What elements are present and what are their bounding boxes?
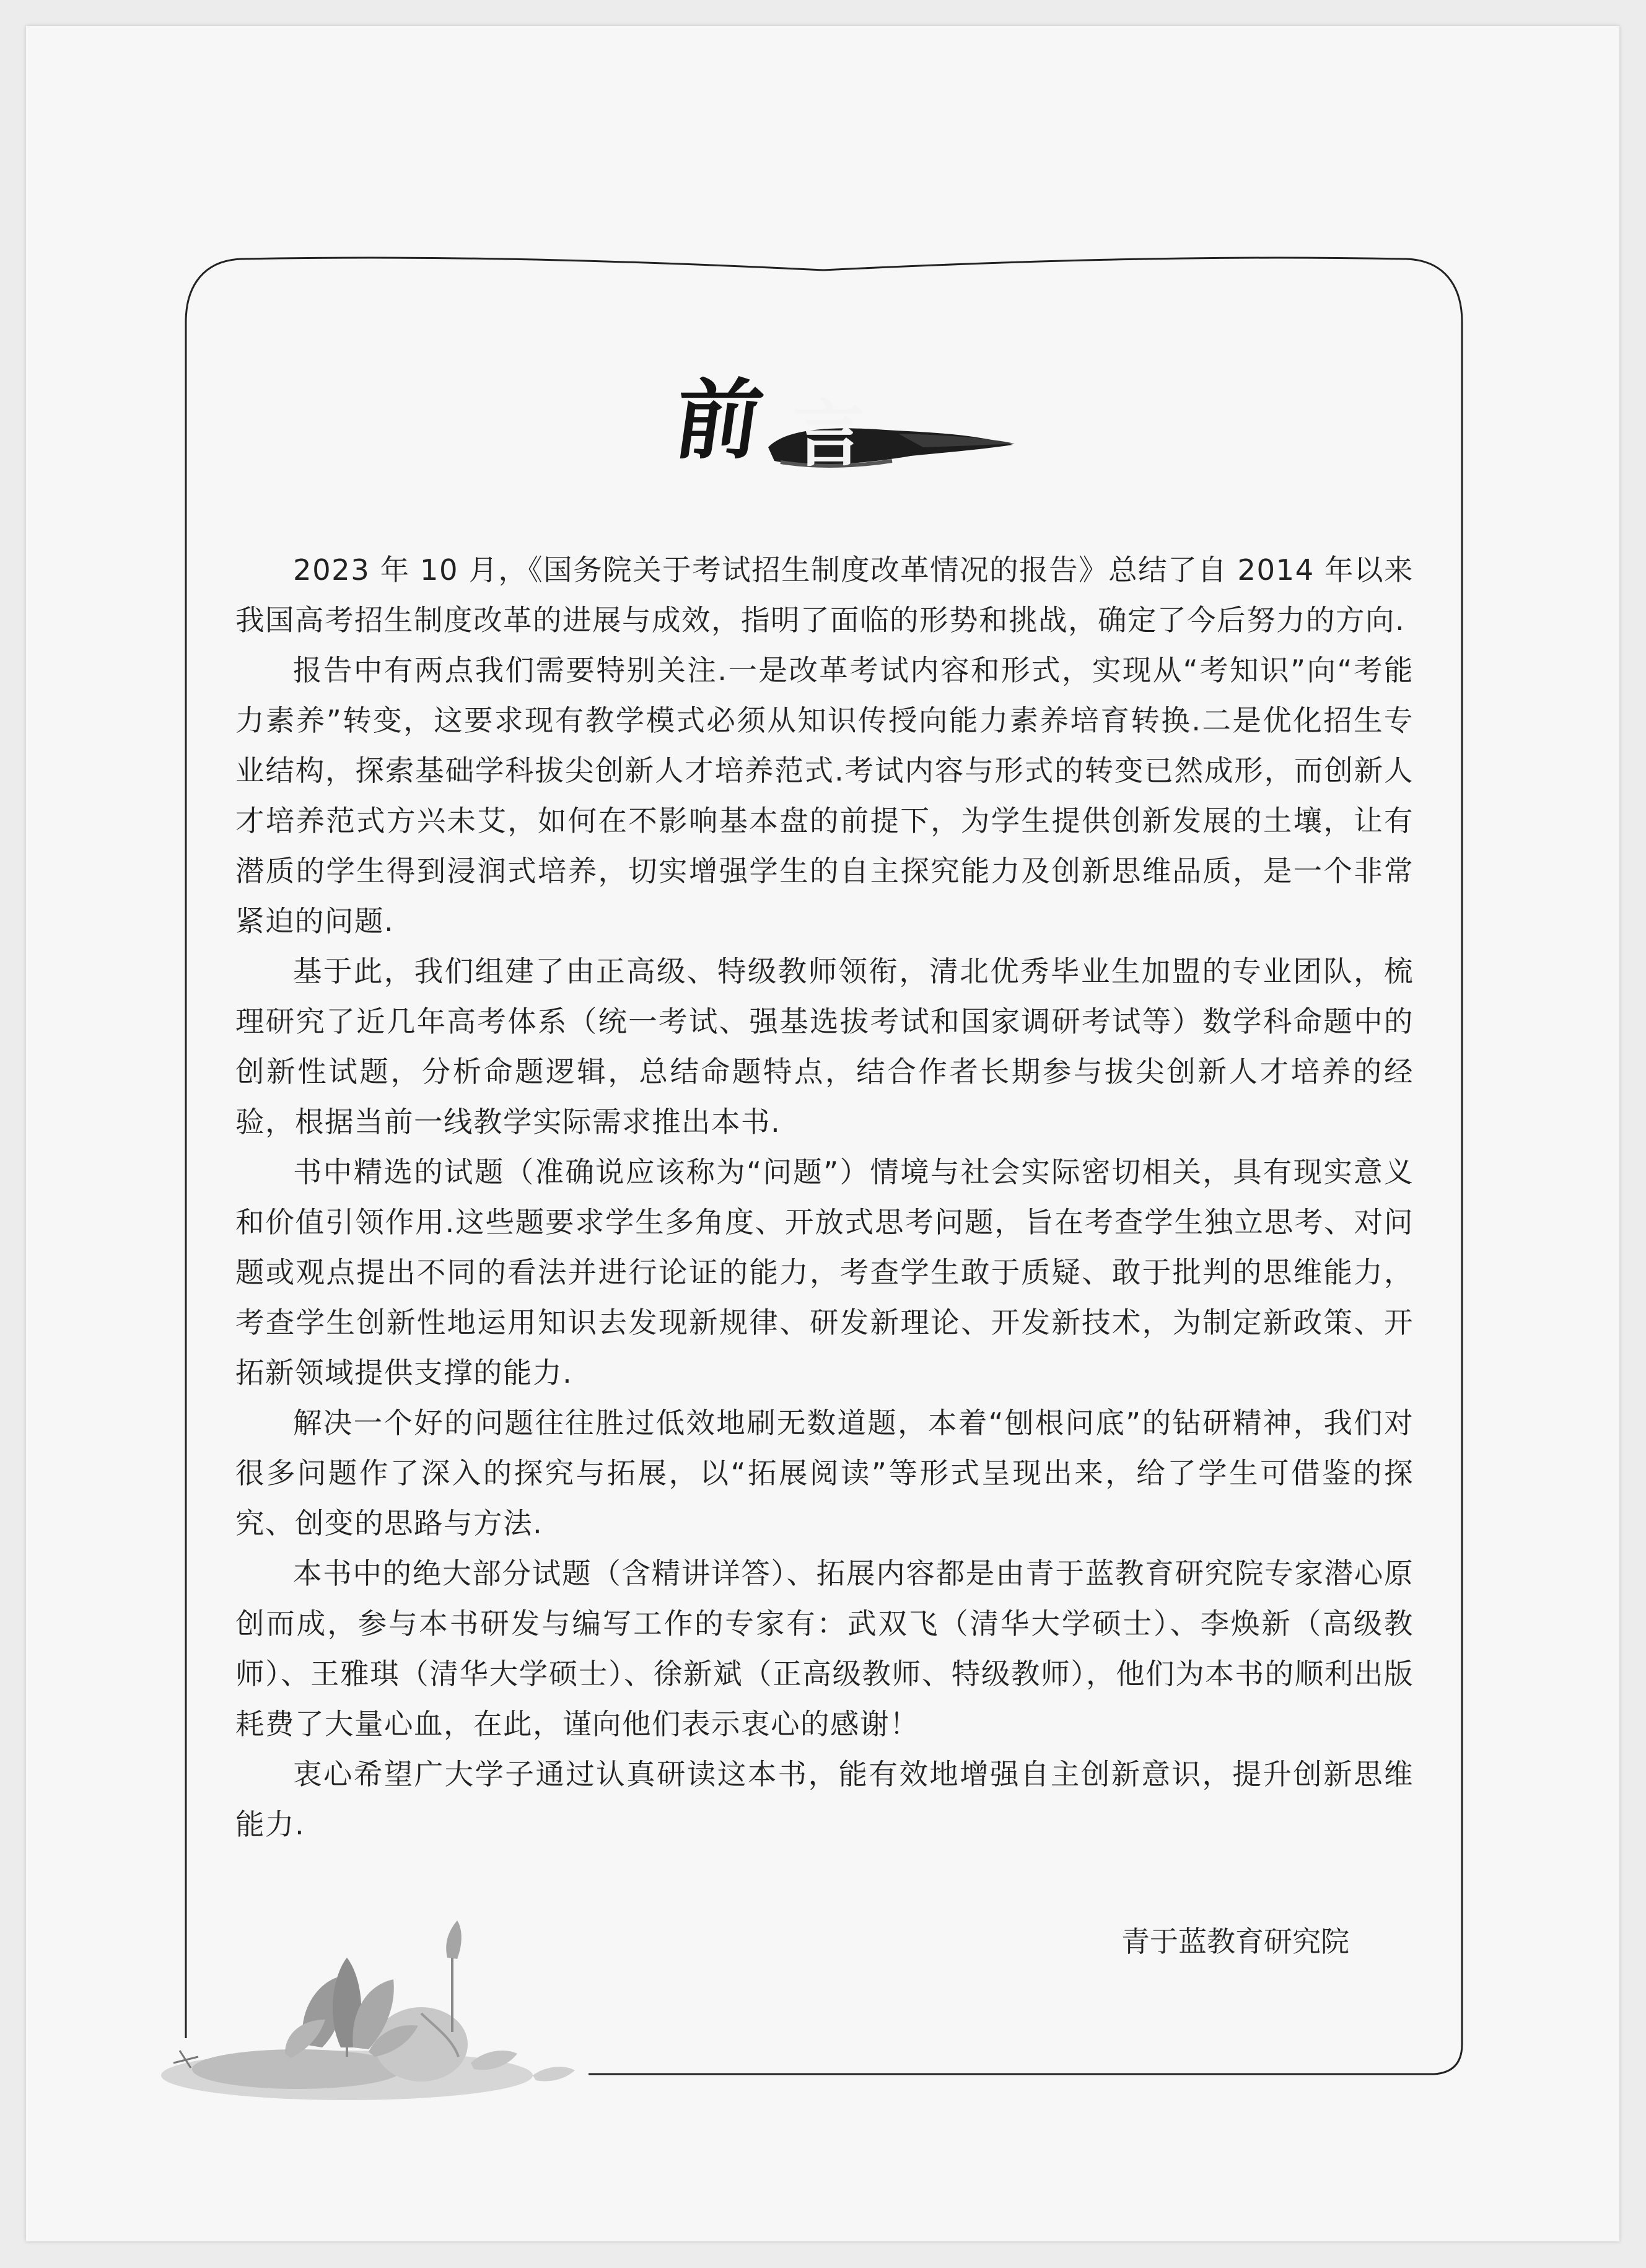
paragraph: 2023 年 10 月，《国务院关于考试招生制度改革情况的报告》总结了自 2014 年以来我国高考招生制度改革的进展与成效，指明了面临的形势和挑战，确定了今后努力的方向. [235, 553, 1414, 637]
title-char-yan: 言 [793, 392, 865, 476]
preface-body [235, 545, 1414, 1850]
lotus-illustration [161, 1920, 607, 2106]
paragraph: 基于此，我们组建了由正高级、特级教师领衔，清北优秀毕业生加盟的专业团队，梳理研究了近几年高考体系（统一考试、强基选拔考试和国家调研考试等）数学科命题中的创新性试题，分析命题逻辑，总结命题特点，结合作者长期参与拔尖创新人才培养的经验，根据当前一线教学实际需求推出本书. [235, 955, 1414, 1139]
paragraph: 书中精选的试题（准确说应该称为“问题”）情境与社会实际密切相关，具有现实意义和价值引领作用.这些题要求学生多角度、开放式思考问题，旨在考查学生独立思考、对问题或观点提出不同的看法并进行论证的能力，考查学生敢于质疑、敢于批判的思维能力，考查学生创新性地运用知识去发现新规律、研发新理论、开发新技术，为制定新政策、开拓新领域提供支撑的能力. [235, 1155, 1414, 1390]
signature: 青于蓝教育研究院 [1121, 1925, 1349, 1958]
title [669, 372, 1016, 483]
paragraph: 报告中有两点我们需要特别关注.一是改革考试内容和形式，实现从“考知识”向“考能力素养”转变，这要求现有教学模式必须从知识传授向能力素养培育转换.二是优化招生专业结构，探索基础学科拔尖创新人才培养范式.考试内容与形式的转变已然成形，而创新人才培养范式方兴未艾，如何在不影响基本盘的前提下，为学生提供创新发展的土壤，让有潜质的学生得到浸润式培养，切实增强学生的自主探究能力及创新思维品质，是一个非常紧迫的问题. [235, 654, 1414, 938]
paragraph: 本书中的绝大部分试题（含精讲详答）、拓展内容都是由青于蓝教育研究院专家潜心原创而成，参与本书研发与编写工作的专家有：武双飞（清华大学硕士）、李焕新（高级教师）、王雅琪（清华大学硕士）、徐新斌（正高级教师、特级教师），他们为本书的顺利出版耗费了大量心血，在此，谨向他们表示衷心的感谢！ [235, 1557, 1414, 1741]
paragraph: 衷心希望广大学子通过认真研读这本书，能有效地增强自主创新意识，提升创新思维能力. [235, 1758, 1414, 1841]
title-char-qian: 前 [668, 370, 769, 471]
paragraph: 解决一个好的问题往往胜过低效地刷无数道题，本着“刨根问底”的钻研精神，我们对很多问题作了深入的探究与拓展，以“拓展阅读”等形式呈现出来，给了学生可借鉴的探究、创变的思路与方法. [235, 1406, 1414, 1540]
